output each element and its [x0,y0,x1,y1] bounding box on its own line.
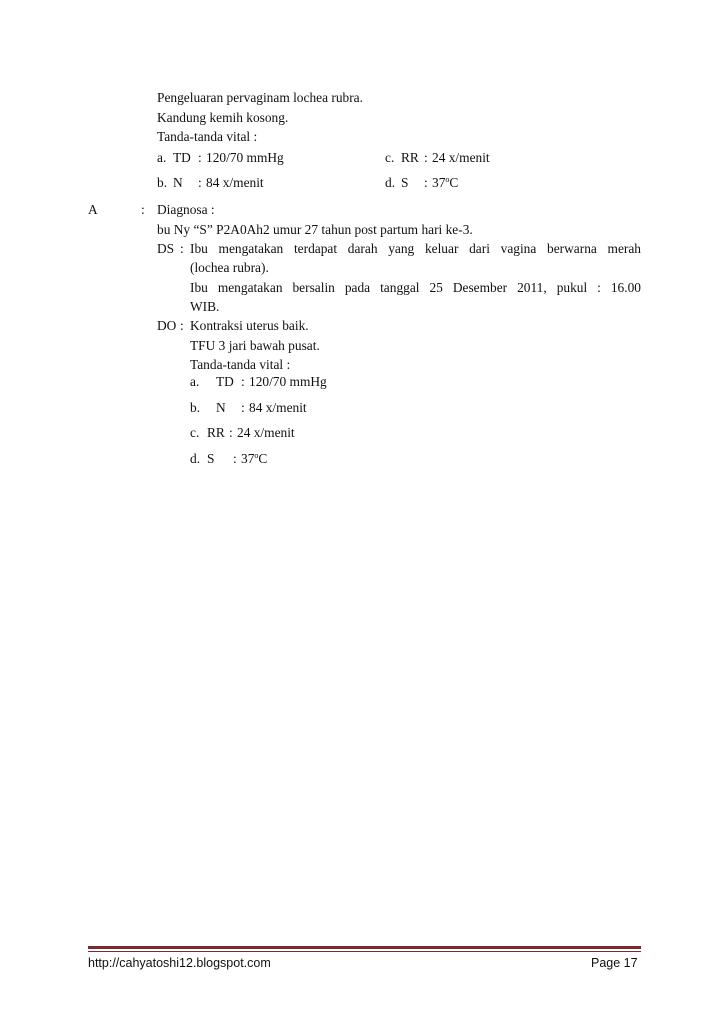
vital-key: N [173,175,183,190]
diagnosis-heading: Diagnosa : [157,202,215,217]
ds-text: WIB. [190,299,220,314]
vital-sep: : [424,175,428,190]
ds-text: (lochea rubra). [190,260,269,275]
vital-letter: d. [190,451,201,466]
vital-sep: : [241,400,245,415]
vital-letter: a. [190,374,200,389]
vital-letter: c. [190,425,200,440]
do-text: TFU 3 jari bawah pusat. [190,338,320,353]
vital-value: 37$^o$C [432,175,459,190]
ds-colon: : [180,241,184,256]
footer-url[interactable]: http://cahyatoshi12.blogspot.com [88,956,271,970]
ds-text: Ibu mengatakan bersalin pada tanggal 25 Desember 2011, pukul : 16.00 [190,280,641,295]
vital-value: 24 x/menit [432,150,490,165]
vital-key: TD [216,374,234,389]
vital-value: 24 x/menit [237,425,295,440]
diagnosis-text: bu Ny “S” P2A0Ah2 umur 27 tahun post partum hari ke-3. [157,222,473,237]
text-line: Tanda-tanda vital : [157,129,258,144]
do-colon: : [180,318,184,333]
vital-sep: : [229,425,233,440]
footer-rule [88,946,641,949]
do-text: Tanda-tanda vital : [190,357,291,372]
vital-value: 37$^o$C [241,451,268,466]
vital-value: 120/70 mmHg [249,374,327,389]
text-line: Pengeluaran pervaginam lochea rubra. [157,90,363,105]
vital-value: 84 x/menit [249,400,307,415]
do-text: Kontraksi uterus baik. [190,318,309,333]
vital-sep: : [198,150,202,165]
do-label: DO [157,318,177,333]
vital-key: RR [401,150,419,165]
footer-rule-thin [88,951,641,952]
vital-key: RR [207,425,225,440]
section-colon: : [141,202,145,217]
vital-key: S [207,451,215,466]
text-line: Kandung kemih kosong. [157,110,289,125]
vital-sep: : [233,451,237,466]
vital-sep: : [198,175,202,190]
vital-value: 120/70 mmHg [206,150,284,165]
vital-key: TD [173,150,191,165]
vital-key: N [216,400,226,415]
section-label-a: A [88,202,98,217]
vital-sep: : [424,150,428,165]
ds-label: DS [157,241,175,256]
vital-letter: c. [385,150,395,165]
page-number: Page 17 [591,956,638,970]
vital-letter: d. [385,175,396,190]
vital-key: S [401,175,409,190]
vital-letter: b. [190,400,201,415]
vital-sep: : [241,374,245,389]
ds-text: Ibu mengatakan terdapat darah yang keluar dari vagina berwarna merah [190,241,641,256]
vital-letter: b. [157,175,168,190]
vital-letter: a. [157,150,167,165]
vital-value: 84 x/menit [206,175,264,190]
